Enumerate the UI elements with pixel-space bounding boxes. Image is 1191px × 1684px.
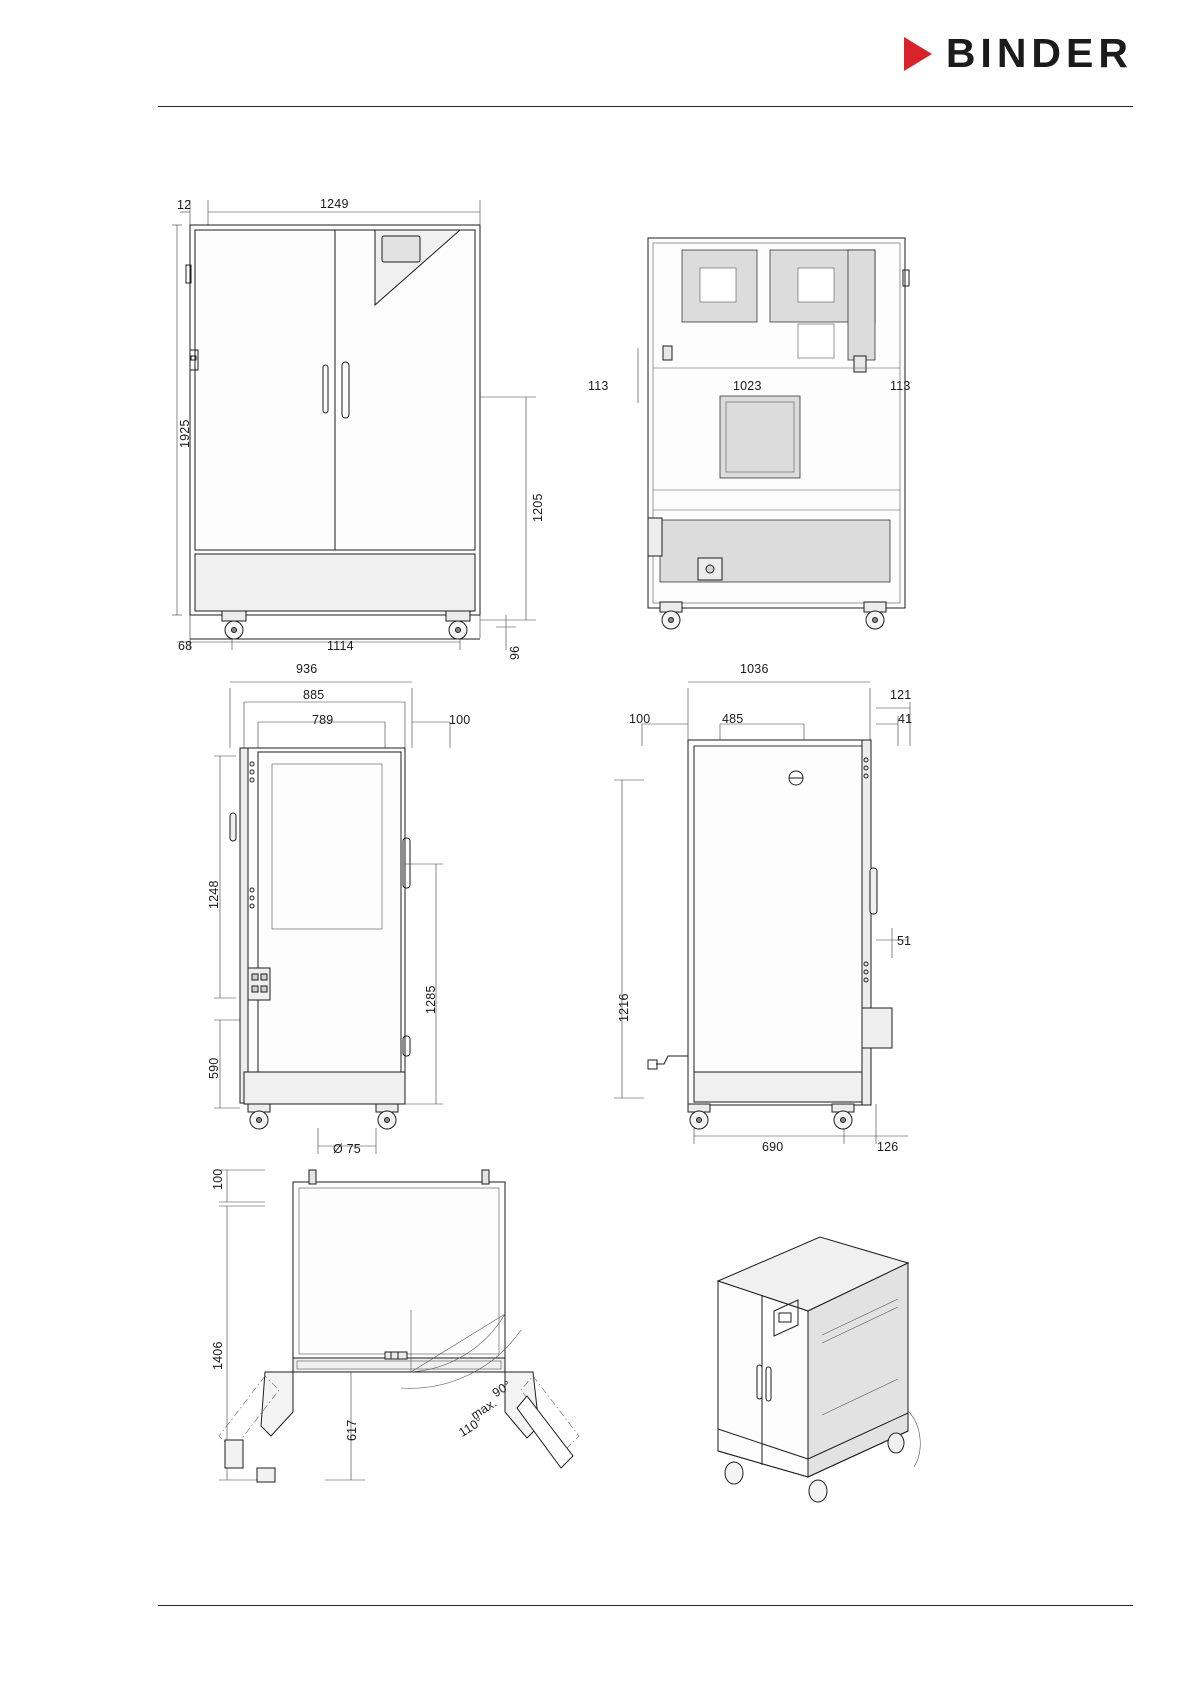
right-dim-41: 41: [898, 712, 913, 726]
top-dim-1406: 1406: [211, 1341, 225, 1370]
brand-logo: [904, 30, 1133, 77]
left-dim-1285: 1285: [424, 985, 438, 1014]
footer-divider: [158, 1605, 1133, 1606]
front-dim-12: 12: [177, 198, 192, 212]
left-dim-dia75: Ø 75: [333, 1142, 361, 1156]
front-dim-1925: 1925: [178, 419, 192, 448]
left-dim-789: 789: [312, 713, 334, 727]
left-side-view-drawing: [200, 668, 510, 1168]
left-dim-885: 885: [303, 688, 325, 702]
left-dim-936: 936: [296, 662, 318, 676]
header-divider: [158, 106, 1133, 107]
top-angle-max: max.: [468, 1395, 500, 1423]
top-angle-90: 90°: [489, 1377, 514, 1401]
right-dim-121: 121: [890, 688, 912, 702]
right-dim-690: 690: [762, 1140, 784, 1154]
left-dim-590: 590: [207, 1057, 221, 1079]
top-angle-110: 110°: [456, 1414, 486, 1440]
rear-dim-113-left: 113: [588, 379, 609, 393]
front-dim-1249: 1249: [320, 197, 349, 211]
right-dim-51: 51: [897, 934, 912, 948]
brand-name: BINDER: [945, 30, 1133, 76]
left-dim-100: 100: [449, 713, 471, 727]
front-dim-68: 68: [178, 639, 193, 653]
front-view-drawing: [160, 190, 580, 660]
binder-triangle-icon: [904, 37, 932, 71]
rear-view-drawing: [620, 228, 950, 648]
top-view-drawing: [205, 1150, 625, 1510]
rear-dim-1023: 1023: [733, 379, 762, 393]
isometric-view-drawing: [700, 1215, 960, 1515]
right-side-view-drawing: [608, 668, 948, 1168]
right-dim-1036: 1036: [740, 662, 769, 676]
right-dim-126: 126: [877, 1140, 899, 1154]
left-dim-1248: 1248: [207, 880, 221, 909]
rear-dim-113-right: 113: [890, 379, 911, 393]
top-dim-617: 617: [345, 1419, 359, 1441]
front-dim-96: 96: [508, 645, 522, 660]
right-dim-100: 100: [629, 712, 651, 726]
front-dim-1114: 1114: [327, 639, 354, 653]
right-dim-1216: 1216: [617, 993, 631, 1022]
front-dim-1205: 1205: [531, 493, 545, 522]
top-dim-100: 100: [211, 1168, 225, 1190]
right-dim-485: 485: [722, 712, 744, 726]
